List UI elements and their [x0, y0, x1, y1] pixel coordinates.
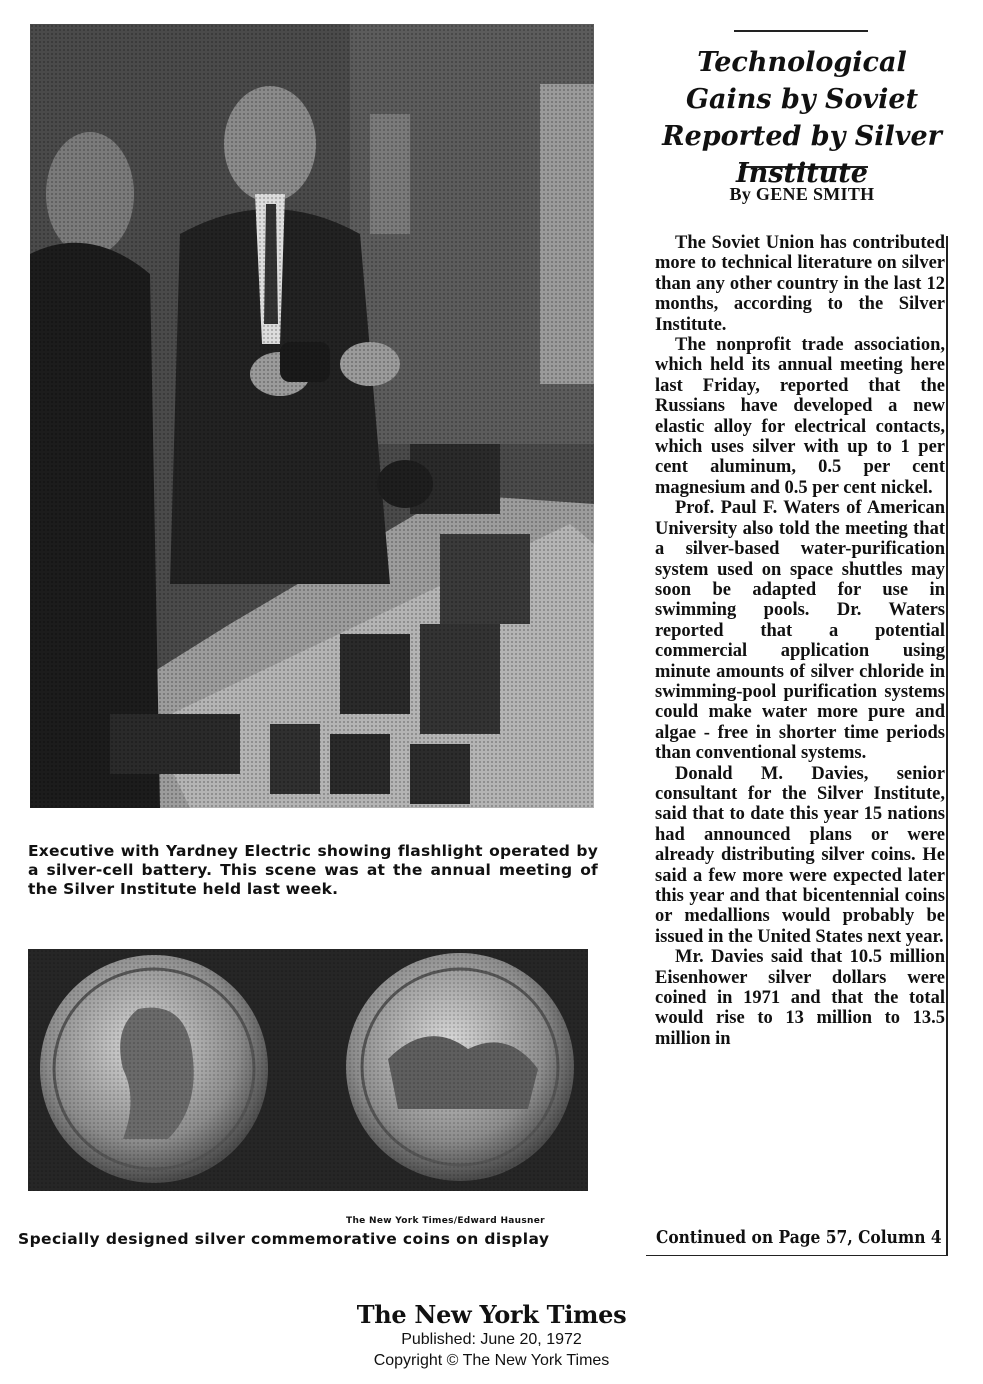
article-paragraph: Donald M. Davies, senior consultant for the Silver Institute, said that to date this year 15 nations had announced plans or were already distributing silver coins. He said a few more were expected later this year and that bicentennial coins or medallions would probably be issued in the United States next year.	[655, 763, 945, 947]
published-date: Published: June 20, 1972	[401, 1331, 582, 1348]
article-paragraph: Mr. Davies said that 10.5 million Eisenhower silver dollars were coined in 1971 and that the total would rise to 13 million to 13.5 million in	[655, 947, 945, 1049]
article-body	[655, 233, 945, 1049]
photo-caption-top: Executive with Yardney Electric showing flashlight operated by a silver-cell battery. This scene was at the annual meeting of the Silver Institute held last week.	[28, 842, 598, 898]
masthead-logo: The New York Times	[356, 1300, 627, 1329]
article-paragraph: The Soviet Union has contributed more to technical literature on silver than any other country in the last 12 months, according to the Silver Institute.	[655, 233, 945, 335]
article-bottom-rule	[646, 1255, 946, 1256]
copyright-notice: Copyright © The New York Times	[373, 1352, 610, 1369]
footer	[0, 1300, 983, 1371]
article-paragraph: Prof. Paul F. Waters of American University also told the meeting that a silver-based water-purification system used on space shuttles may soon be adapted for use in swimming pools. Dr. Waters reported that a potential commercial application using minute amounts of silver chloride in swimming-pool purification systems could make water more pure and algae - free in shorter time periods than conventional systems.	[655, 498, 945, 764]
headline-top-rule	[734, 30, 868, 32]
column-rule	[946, 236, 948, 1256]
photo-caption-bottom: Specially designed silver commemorative coins on display	[18, 1230, 550, 1248]
photo-executive-flashlight	[30, 24, 594, 808]
photo-credit: The New York Times/Edward Hausner	[346, 1216, 545, 1226]
article-headline: Technological Gains by Soviet Reported by Silver Institute	[662, 47, 942, 189]
continued-link[interactable]: Continued on Page 57, Column 4	[656, 1227, 942, 1248]
article-byline: By GENE SMITH	[729, 184, 875, 204]
article-paragraph: The nonprofit trade association, which held its annual meeting here last Friday, reported that the Russians have developed a new elastic alloy for electrical contacts, which uses silver with up to 1 per cent aluminum, 0.5 per cent magnesium and 0.5 per cent nickel.	[655, 335, 945, 498]
photo-commemorative-coins	[28, 949, 588, 1191]
